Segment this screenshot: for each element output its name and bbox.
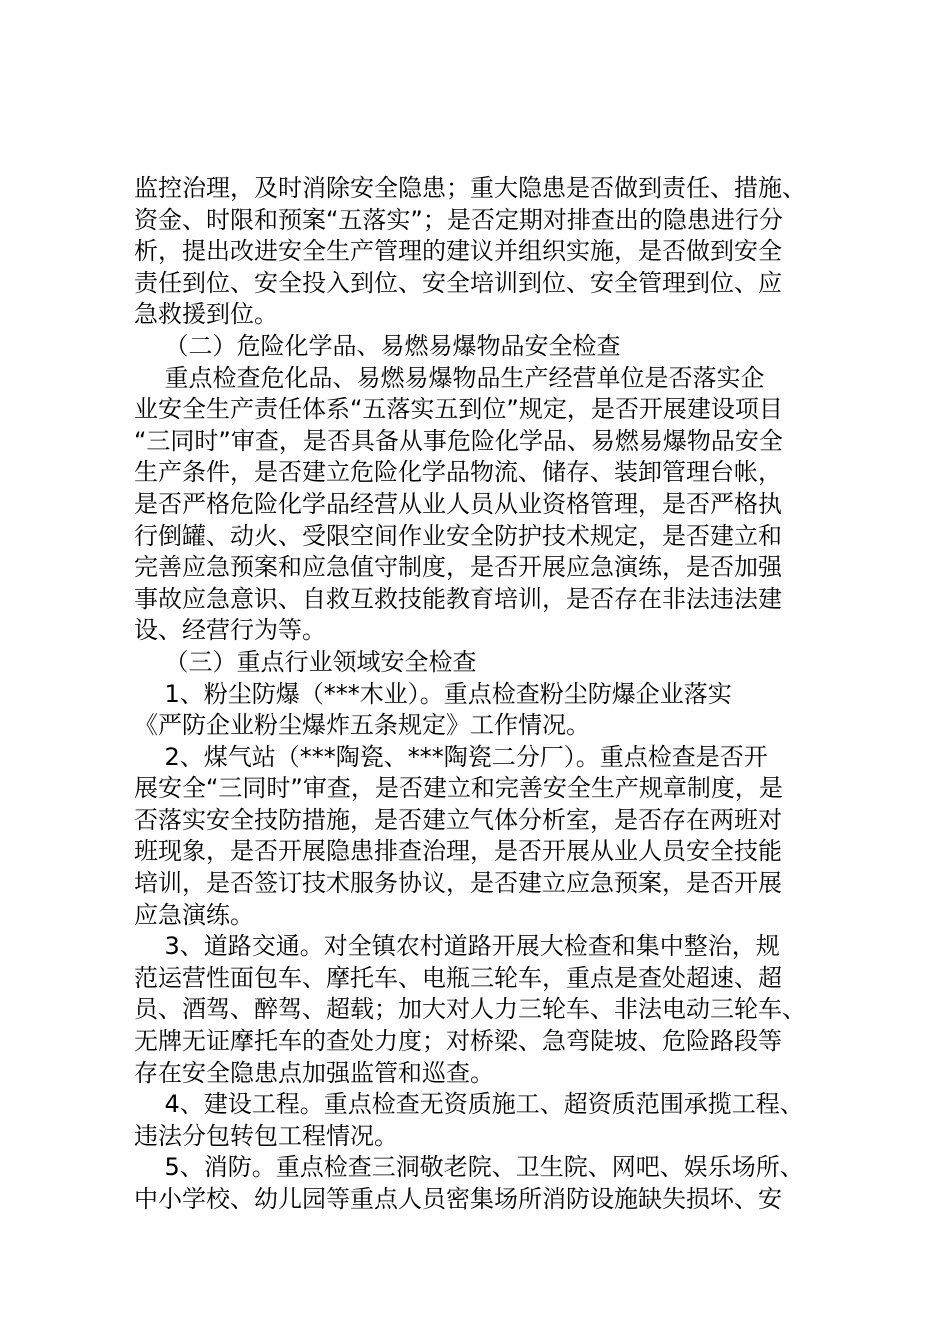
text-line: “三同时”审查，是否具备从事危险化学品、易燃易爆物品安全 <box>134 426 783 455</box>
text-line: 析，提出改进安全生产管理的建议并组织实施，是否做到安全 <box>134 237 782 266</box>
text-line: 范运营性面包车、摩托车、电瓶三轮车，重点是查处超速、超 <box>134 963 782 992</box>
document-body <box>134 173 824 1216</box>
text-line: 《严防企业粉尘爆炸五条规定》工作情况。 <box>134 711 590 740</box>
text-line: 否落实安全技防措施，是否建立气体分析室，是否存在两班对 <box>134 805 782 834</box>
text-line: 存在安全隐患点加强监管和巡查。 <box>134 1058 494 1087</box>
text-line: 应急演练。 <box>134 900 254 929</box>
text-line: 重点检查危化品、易燃易爆物品生产经营单位是否落实企 <box>134 363 765 392</box>
text-line: 中小学校、幼儿园等重点人员密集场所消防设施缺失损坏、安 <box>134 1185 782 1213</box>
section-heading: （二）危险化学品、易燃易爆物品安全检查 <box>134 331 621 360</box>
text-line: 2、煤气站（***陶瓷、***陶瓷二分厂）。重点检查是否开 <box>134 742 768 771</box>
text-line: 班现象，是否开展隐患排查治理，是否开展从业人员安全技能 <box>134 837 782 866</box>
text-line: 培训，是否签订技术服务协议，是否建立应急预案，是否开展 <box>134 869 782 898</box>
text-line: 违法分包转包工程情况。 <box>134 1121 398 1150</box>
text-line: 展安全“三同时”审查，是否建立和完善安全生产规章制度，是 <box>134 774 783 803</box>
text-line: 责任到位、安全投入到位、安全培训到位、安全管理到位、应 <box>134 268 782 297</box>
text-line: 1、粉尘防爆（***木业）。重点检查粉尘防爆企业落实 <box>134 679 732 708</box>
text-line: 业安全生产责任体系“五落实五到位”规定，是否开展建设项目 <box>134 395 783 424</box>
text-line: 生产条件，是否建立危险化学品物流、储存、装卸管理台帐， <box>134 458 782 487</box>
text-line: 3、道路交通。对全镇农村道路开展大检查和集中整治，规 <box>134 932 780 961</box>
text-line: 无牌无证摩托车的查处力度；对桥梁、急弯陡坡、危险路段等 <box>134 1027 782 1056</box>
text-line: 行倒罐、动火、受限空间作业安全防护技术规定，是否建立和 <box>134 521 782 550</box>
text-line: 4、建设工程。重点检查无资质施工、超资质范围承揽工程、 <box>134 1090 804 1119</box>
text-line: 设、经营行为等。 <box>134 616 326 645</box>
text-line: 资金、时限和预案“五落实”；是否定期对排查出的隐患进行分 <box>134 205 783 234</box>
text-line: 急救援到位。 <box>134 300 278 329</box>
text-line: 监控治理，及时消除安全隐患；重大隐患是否做到责任、措施、 <box>134 174 806 202</box>
text-line: 是否严格危险化学品经营从业人员从业资格管理，是否严格执 <box>134 489 782 518</box>
text-line: 员、酒驾、醉驾、超载；加大对人力三轮车、非法电动三轮车、 <box>134 995 806 1024</box>
text-line: 5、消防。重点检查三洞敬老院、卫生院、网吧、娱乐场所、 <box>134 1153 804 1182</box>
text-line: 事故应急意识、自救互救技能教育培训，是否存在非法违法建 <box>134 584 782 613</box>
section-heading: （三）重点行业领域安全检查 <box>134 647 477 676</box>
text-line: 完善应急预案和应急值守制度，是否开展应急演练，是否加强 <box>134 553 782 582</box>
